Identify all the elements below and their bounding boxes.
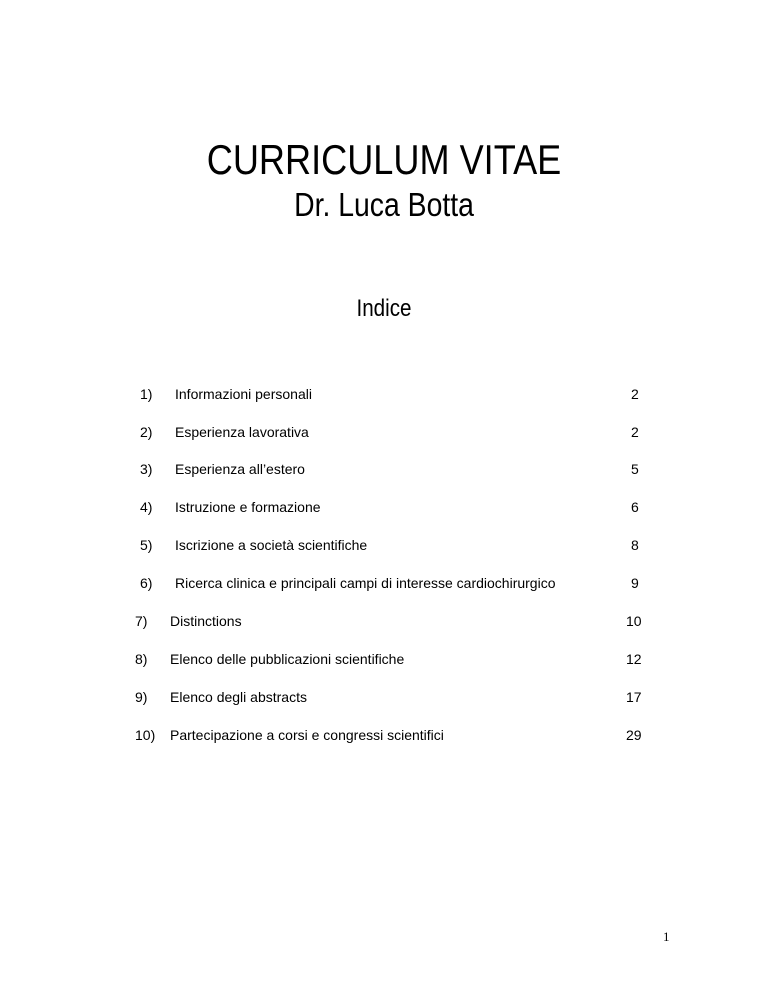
- toc-entry-page: 10: [626, 613, 642, 629]
- toc-entry-number: 1): [140, 386, 153, 402]
- toc-entry: [135, 611, 645, 631]
- document-subtitle: Dr. Luca Botta: [294, 186, 474, 223]
- toc-entry-label: Informazioni personali: [175, 386, 312, 402]
- toc-entry-number: 6): [140, 575, 153, 591]
- toc-entry-page: 9: [631, 575, 639, 591]
- toc-entry-page: 17: [626, 689, 642, 705]
- toc-entry-number: 9): [135, 689, 148, 705]
- toc-entry: [135, 687, 645, 707]
- page-number: 1: [663, 929, 670, 944]
- toc-entry-label: Esperienza lavorativa: [175, 424, 309, 440]
- toc-entry-label: Partecipazione a corsi e congressi scientifici: [170, 727, 444, 743]
- toc-entry-label: Istruzione e formazione: [175, 499, 321, 515]
- toc-entry-page: 29: [626, 727, 642, 743]
- toc-entry-page: 2: [631, 386, 639, 402]
- toc-entry-number: 3): [140, 461, 153, 477]
- toc-entry-number: 10): [135, 727, 156, 743]
- toc-entry-label: Iscrizione a società scientifiche: [175, 537, 368, 553]
- toc-entry: [135, 725, 645, 745]
- toc-entry: [140, 422, 640, 442]
- index-heading: Indice: [356, 295, 412, 322]
- toc-entry-number: 5): [140, 537, 153, 553]
- toc-entry-number: 4): [140, 499, 153, 515]
- document-title: CURRICULUM VITAE: [206, 136, 562, 183]
- toc-entry: [135, 649, 645, 669]
- toc-entry: [140, 573, 640, 593]
- toc-entry-page: 5: [631, 461, 639, 477]
- toc-entry-label: Elenco delle pubblicazioni scientifiche: [170, 651, 405, 667]
- toc-entry-number: 8): [135, 651, 148, 667]
- toc-entry-page: 12: [626, 651, 642, 667]
- toc-entry: [140, 459, 640, 479]
- toc-entry-number: 2): [140, 424, 153, 440]
- toc-entry: [140, 497, 640, 517]
- toc-entry-label: Distinctions: [170, 613, 242, 629]
- toc-entry: [140, 535, 640, 555]
- toc-entry: [140, 384, 640, 404]
- toc-entry-page: 8: [631, 537, 639, 553]
- toc-entry-label: Elenco degli abstracts: [170, 689, 307, 705]
- toc-entry-number: 7): [135, 613, 148, 629]
- toc-entry-label: Ricerca clinica e principali campi di interesse cardiochirurgico: [175, 575, 556, 591]
- toc-entry-label: Esperienza all’estero: [175, 461, 305, 477]
- toc-entry-page: 6: [631, 499, 639, 515]
- toc-entry-page: 2: [631, 424, 639, 440]
